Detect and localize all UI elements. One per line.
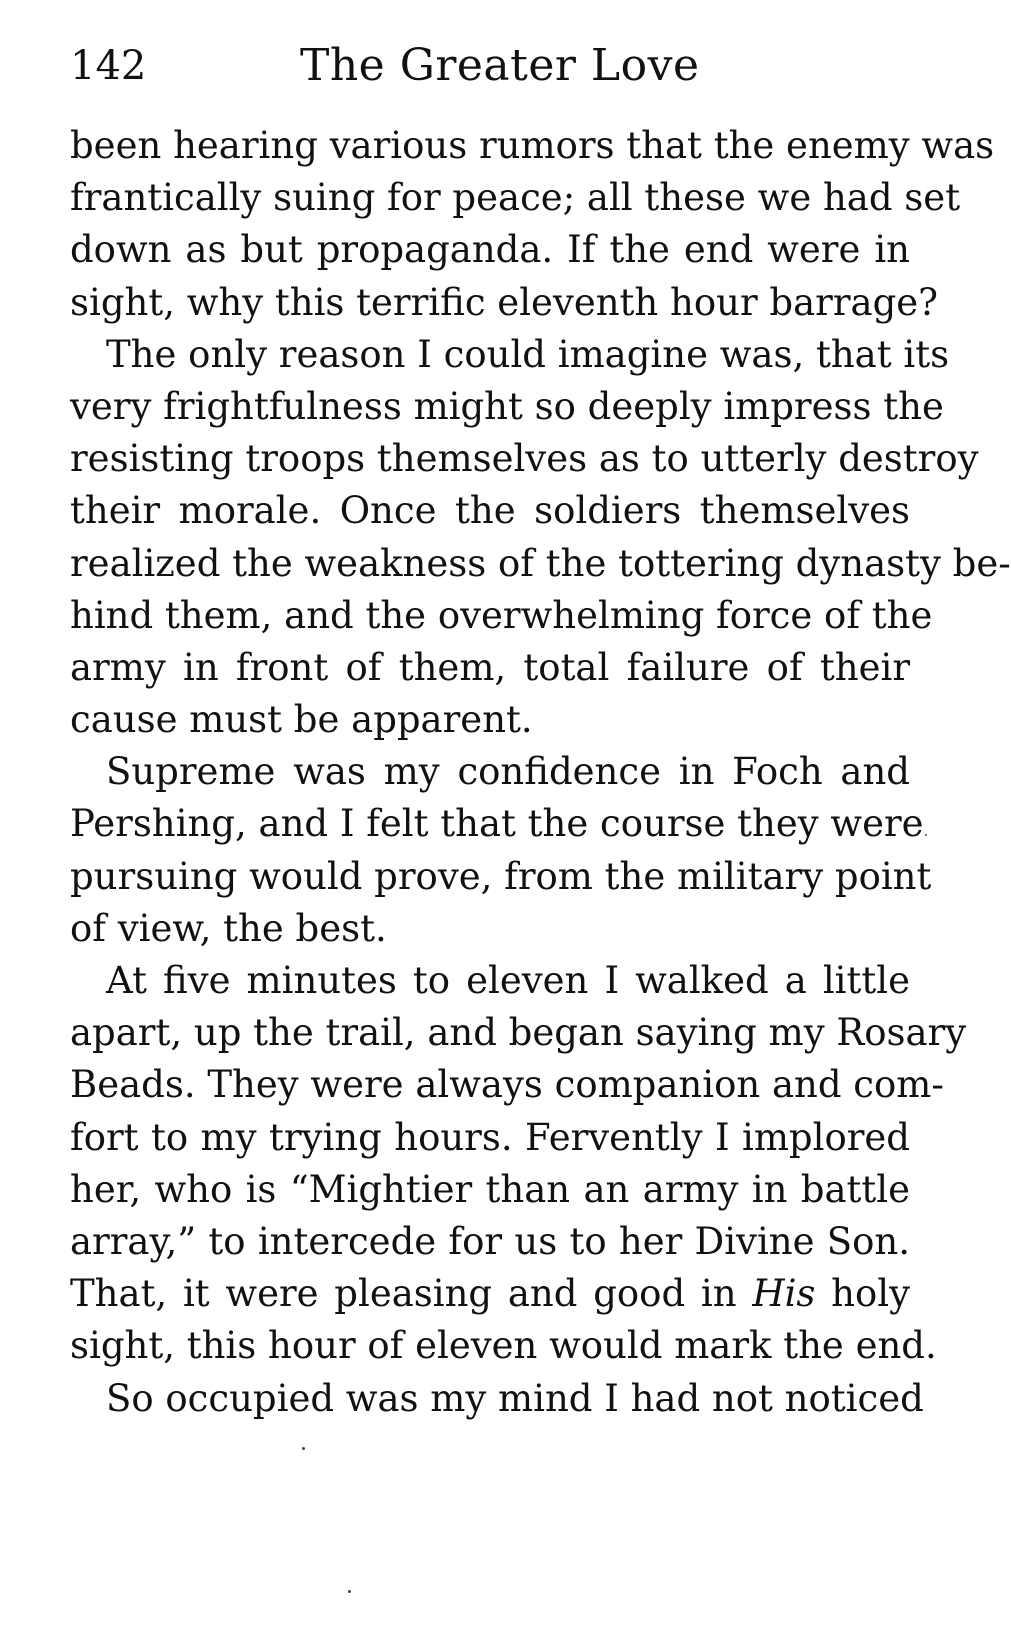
text-line: At five minutes to eleven I walked a little [106,959,910,1002]
text-line: been hearing various rumors that the enemy was [70,124,995,167]
text-line: down as but propaganda. If the end were in [70,228,910,272]
text-line: Beads. They were always companion and com- [70,1063,944,1107]
text-line: frantically suing for peace; all these we had set [70,176,961,220]
paragraph-1 [70,120,995,329]
page-number: 142 [70,43,147,89]
scan-speck [302,1447,305,1450]
text-line: array,” to intercede for us to her Divine Son. [70,1219,910,1263]
scan-speck [925,834,927,836]
page-header [70,36,910,96]
text-segment: That, it were pleasing and good in [70,1272,737,1316]
paragraph-2 [70,329,1011,747]
text-line: Supreme was my confidence in Foch and [106,750,910,794]
text-line: her, who is “Mightier than an army in battle [70,1167,910,1211]
text-line: Pershing, and I felt that the course they were [70,802,924,846]
text-line: sight, why this terrific eleventh hour barrage? [70,280,939,324]
text-line: pursuing would prove, from the military point [70,854,932,898]
text-line: very frightfulness might so deeply impress the [70,384,944,428]
text-line: cause must be apparent. [70,698,533,742]
text-line: resisting troops themselves as to utterly destroy [70,437,979,481]
text-line: army in front of them, total failure of their [70,645,910,689]
paragraph-4 [70,955,967,1373]
text-line [70,1268,910,1320]
text-line: realized the weakness of the tottering dynasty be- [70,541,1011,585]
text-line: fort to my trying hours. Fervently I implored [70,1115,910,1159]
running-title: The Greater Love [300,40,700,91]
text-line: So occupied was my mind I had not noticed [106,1376,924,1420]
text-line: apart, up the trail, and began saying my Rosary [70,1011,967,1055]
scan-speck [348,1590,351,1593]
text-line: hind them, and the overwhelming force of the [70,593,933,637]
text-line: The only reason I could imagine was, that its [106,332,950,376]
text-line: sight, this hour of eleven would mark the end. [70,1324,937,1368]
text-segment: holy [831,1272,911,1316]
text-line: their morale. Once the soldiers themselves [70,489,910,533]
text-line: of view, the best. [70,906,387,950]
italic-word: His [752,1272,816,1316]
paragraph-5 [70,1373,924,1425]
body-text [70,120,1011,1425]
paragraph-3 [70,746,932,955]
